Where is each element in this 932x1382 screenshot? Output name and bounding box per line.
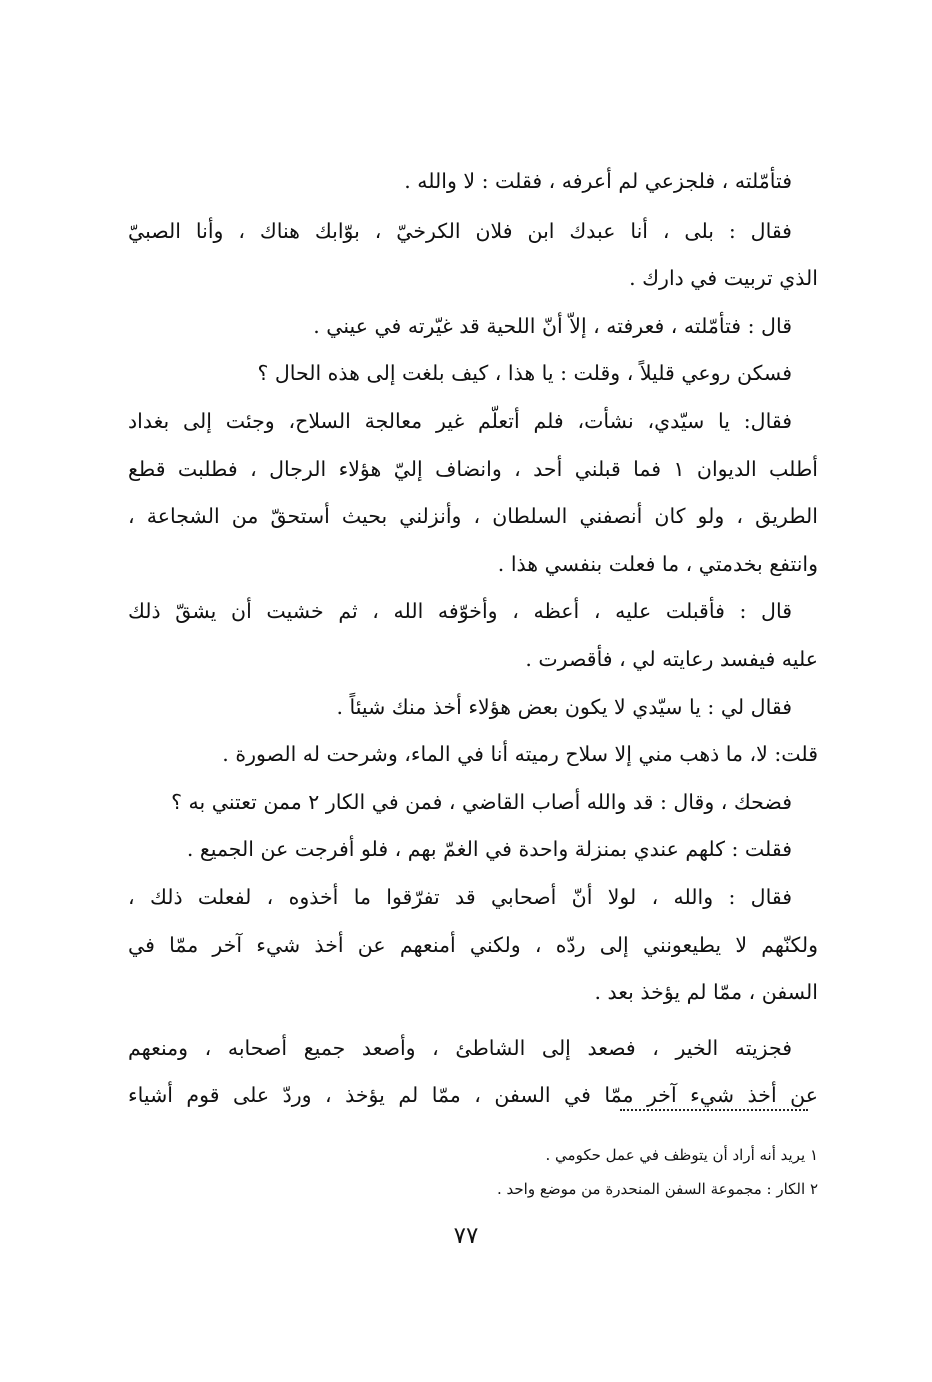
- text-line: ولكنّهم لا يطيعونني إلى ردّه ، ولكني أمنعهم عن أخذ شيء آخر ممّا في: [128, 932, 818, 957]
- text-line: فقال لي : يا سيّدي لا يكون بعض هؤلاء أخذ منك شيئاً .: [336, 694, 792, 719]
- text-line: عن أخذ شيء آخر ممّا في السفن ، ممّا لم يؤخذ ، وردّ على قوم أشياء: [128, 1083, 818, 1108]
- page-number: ٧٧: [453, 1223, 479, 1249]
- body-text: [128, 158, 818, 1120]
- text-line: فقال : بلى ، أنا عبدك ابن فلان الكرخيّ ، بوّابك هناك ، وأنا الصبيّ: [128, 218, 792, 243]
- text-line: وانتفع بخدمتي ، ما فعلت بنفسي هذا .: [497, 551, 818, 576]
- text-line: فتأمّلته ، فلجزعي لم أعرفه ، فقلت : لا والله .: [404, 169, 792, 193]
- footnote-separator: [620, 1109, 808, 1111]
- text-line: الذي تربيت في دارك .: [629, 266, 818, 291]
- text-line: فقال: يا سيّدي، نشأت، فلم أتعلّم غير معالجة السلاح، وجئت إلى بغداد: [128, 408, 792, 433]
- footnote: ٢ الكار : مجموعة السفن المنحدرة من موضع واحد .: [497, 1180, 818, 1198]
- text-line: أطلب الديوان ١ فما قبلني أحد ، وانضاف إليّ هؤلاء الرجال ، فطلبت قطع: [128, 456, 818, 481]
- text-line: قلت: لا، ما ذهب مني إلا سلاح رميته أنا في الماء، وشرحت له الصورة .: [222, 742, 818, 767]
- text-line: فجزيته الخير ، فصعد إلى الشاطئ ، وأصعد جميع أصحابه ، ومنعهم: [128, 1035, 792, 1060]
- text-line: فسكن روعي قليلاً ، وقلت : يا هذا ، كيف بلغت إلى هذه الحال ؟: [257, 361, 792, 386]
- footnotes: [300, 1138, 818, 1206]
- text-line: فقلت : كلهم عندي بمنزلة واحدة في الغمّ بهم ، فلو أفرجت عن الجميع .: [186, 837, 792, 862]
- text-line: عليه فيفسد رعايته لي ، فأقصرت .: [525, 646, 818, 671]
- text-line: فقال : والله ، لولا أنّ أصحابي قد تفرّقوا ما أخذوه ، لفعلت ذلك ،: [128, 884, 792, 909]
- text-line: السفن ، ممّا لم يؤخذ بعد .: [594, 980, 818, 1005]
- footnote: ١ يريد أنه أراد أن يتوظف في عمل حكومي .: [545, 1146, 818, 1164]
- text-line: الطريق ، ولو كان أنصفني السلطان ، وأنزلني بحيث أستحقّ من الشجاعة ،: [128, 504, 818, 529]
- text-line: قال : فأقبلت عليه ، أعظه ، وأخوّفه الله ، ثم خشيت أن يشقّ ذلك: [128, 599, 792, 624]
- text-line: فضحك ، وقال : قد والله أصاب القاضي ، فمن في الكار ٢ ممن تعتني به ؟: [171, 789, 792, 814]
- text-line: قال : فتأمّلته ، فعرفته ، إلاّ أنّ اللحية قد غيّرته في عيني .: [313, 313, 792, 338]
